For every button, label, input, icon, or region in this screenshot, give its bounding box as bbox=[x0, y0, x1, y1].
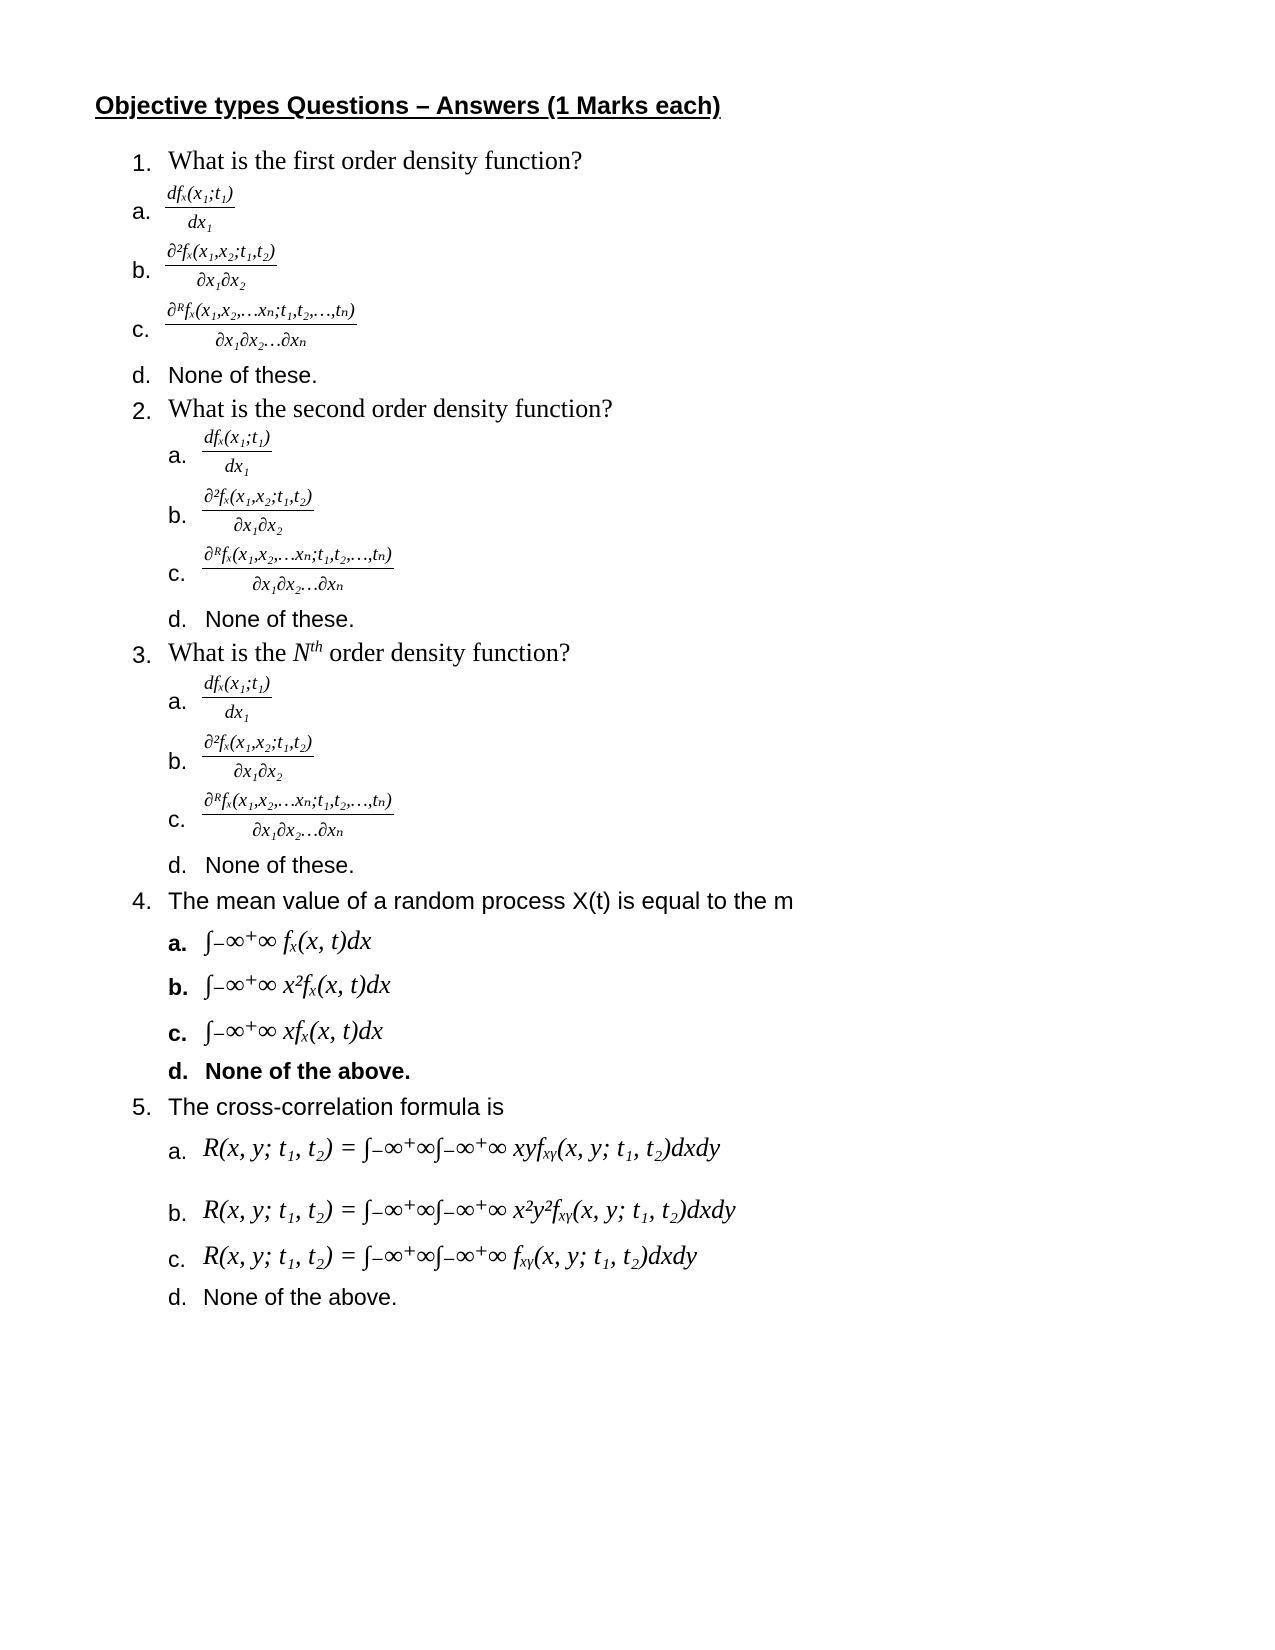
option-formula: dfₓ(x₁;t₁) dx₁ bbox=[204, 427, 271, 477]
question-text: The cross-correlation formula is bbox=[168, 1094, 505, 1121]
question-number: 2. bbox=[132, 398, 153, 425]
option-text: None of the above. bbox=[205, 1058, 411, 1084]
option-label: d. bbox=[132, 362, 152, 388]
option-formula: dfₓ(x₁;t₁) dx₁ bbox=[204, 673, 271, 723]
option-formula: R(x, y; t₁, t₂) = ∫₋∞⁺∞∫₋∞⁺∞ x²y²fₓᵧ(x, y; t₁, t₂)dxdy bbox=[203, 1195, 736, 1224]
option-label: a. bbox=[168, 930, 188, 956]
question-text: What is the second order density function? bbox=[168, 394, 613, 423]
option-formula: $\frac{\text{∂²fₓ(x₁,x₂;t₁,t₂)}}{\text{∂x₁∂x₂}}$ bbox=[204, 486, 313, 536]
question-number: 5. bbox=[132, 1094, 153, 1121]
option-label: b. bbox=[168, 1200, 188, 1226]
option-label: c. bbox=[168, 806, 186, 832]
option-formula: ∫₋∞⁺∞ x²fₓ(x, t)dx bbox=[205, 970, 391, 999]
question-text: What is the $N^{th}$ order density function? bbox=[168, 638, 571, 667]
option-label: a. bbox=[168, 688, 188, 714]
option-text: None of these. bbox=[205, 606, 355, 632]
option-text: None of these. bbox=[205, 852, 355, 878]
option-text: None of these. bbox=[168, 362, 318, 388]
option-formula: ∂ᴿfₓ(x₁,x₂,…xₙ;t₁,t₂,…,tₙ) ∂x₁∂x₂…∂xₙ bbox=[204, 544, 392, 595]
option-label: d. bbox=[168, 1284, 188, 1310]
question-number: 4. bbox=[132, 888, 153, 915]
option-formula: dfₓ(x₁;t₁) dx₁ bbox=[167, 183, 234, 233]
option-label: c. bbox=[132, 316, 150, 342]
option-label: c. bbox=[168, 560, 186, 586]
option-label: b. bbox=[168, 748, 188, 774]
option-label: a. bbox=[132, 198, 152, 224]
option-label: a. bbox=[168, 442, 188, 468]
option-formula: ∫₋∞⁺∞ fₓ(x, t)dx bbox=[205, 926, 372, 955]
option-label: c. bbox=[168, 1020, 188, 1046]
question-text: The mean value of a random process X(t) is equal to the m bbox=[168, 888, 794, 915]
question-text: What is the first order density function? bbox=[168, 146, 583, 175]
option-label: a. bbox=[168, 1138, 188, 1164]
option-formula: R(x, y; t₁, t₂) = ∫₋∞⁺∞∫₋∞⁺∞ fₓᵧ(x, y; t₁, t₂)dxdy bbox=[203, 1241, 698, 1270]
option-label: b. bbox=[132, 257, 152, 283]
option-formula: $\frac{\text{∂²fₓ(x₁,x₂;t₁,t₂)}}{\text{∂x₁∂x₂}}$ bbox=[204, 732, 313, 782]
option-formula: ∫₋∞⁺∞ xfₓ(x, t)dx bbox=[205, 1016, 383, 1045]
option-label: d. bbox=[168, 606, 188, 632]
option-label: c. bbox=[168, 1246, 186, 1272]
question-number: 1. bbox=[132, 150, 153, 177]
option-formula: ∂ᴿfₓ(x₁,x₂,…xₙ;t₁,t₂,…,tₙ) ∂x₁∂x₂…∂xₙ bbox=[167, 300, 355, 351]
option-formula: $\frac{\text{∂²fₓ(x₁,x₂;t₁,t₂)}}{\text{∂x₁∂x₂}}$ bbox=[167, 241, 276, 291]
option-formula: ∂ᴿfₓ(x₁,x₂,…xₙ;t₁,t₂,…,tₙ) ∂x₁∂x₂…∂xₙ bbox=[204, 790, 392, 841]
option-label: b. bbox=[168, 974, 189, 1000]
question-number: 3. bbox=[132, 642, 153, 669]
option-formula: R(x, y; t₁, t₂) = ∫₋∞⁺∞∫₋∞⁺∞ xyfₓᵧ(x, y; t₁, t₂)dxdy bbox=[203, 1133, 721, 1162]
option-text: None of the above. bbox=[203, 1284, 398, 1310]
option-label: d. bbox=[168, 852, 188, 878]
document-title: Objective types Questions – Answers (1 Marks each) bbox=[95, 92, 721, 120]
option-label: d. bbox=[168, 1058, 189, 1084]
option-label: b. bbox=[168, 502, 188, 528]
